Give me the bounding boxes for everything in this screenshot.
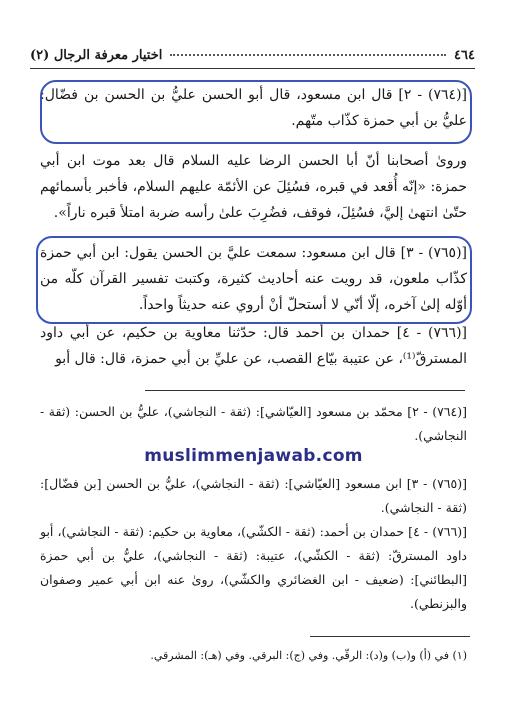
rijal-text: [(٧٦٤) - ٢] محمّد بن مسعود [العيّاشي]: (ثقة - النجاشي)، عليُّ بن الحسن: (ثقة - النجاشي). (40, 404, 467, 443)
narration-text: [(٧٦٤) - ٢] قال ابن مسعود، قال أبو الحسن عليُّ بن الحسن بن فضّال: عليُّ بن أبي حمزة كذّاب متّهم. (40, 87, 467, 129)
header-rule (30, 68, 475, 69)
watermark: muslimmenjawab.com (144, 446, 363, 466)
narration-text: [(٧٦٦) - ٤] حمدان بن أحمد قال: حدّثنا معاوية بن حكيم، عن أبي داود المسترقّ⁽¹⁾، عن عتيبة بيّاع القصب، عن عليِّ بن أبي حمزة، قال: قال أبو (40, 325, 467, 367)
rijal-note-766 (40, 520, 467, 620)
rijal-note-764 (40, 400, 467, 452)
header-dotted-leader (170, 54, 446, 56)
narration-766 (40, 320, 467, 372)
narration-death-account (40, 148, 467, 226)
section-divider (145, 390, 465, 391)
footnote-divider (310, 636, 470, 637)
footnote: (١) في (أ) و(ب) و(د): الرقّي. وفي (ج): البرقي. وفي (هـ): المشرقي. (150, 649, 467, 662)
narration-text: [(٧٦٥) - ٣] قال ابن مسعود: سمعت عليَّ بن الحسن يقول: ابن أبي حمزة كذّاب ملعون، قد رويت عنه أحاديث كثيرة، وكتبت تفسير القرآن كلّه من أوّله إلىٰ آخره، إلّا أنّي لا أستحلّ أنْ أروي عنه حديثاً واحداً. (40, 245, 467, 313)
running-header (30, 44, 475, 66)
rijal-text: [(٧٦٥) - ٣] ابن مسعود [العيّاشي]: (ثقة - النجاشي)، عليُّ بن الحسن [بن فضّال]: (ثقة - النجاشي). (40, 476, 467, 515)
narration-764 (40, 82, 467, 134)
page-number: ٤٦٤ (454, 47, 475, 63)
rijal-note-765 (40, 472, 467, 524)
narration-765 (40, 240, 467, 318)
book-title: اختيار معرفة الرجال (٢) (30, 47, 163, 63)
narration-text: وروىٰ أصحابنا أنّ أبا الحسن الرضا عليه السلام قال بعد موت ابن أبي حمزة: «إنّه أُقعد في قبره، فسُئِلَ عن الأئمّة عليهم السلام، فأخبر بأسمائهم حتّىٰ انتهىٰ إليَّ، فسُئِلَ، فوقف، فضُرِبَ علىٰ رأسه ضربة امتلأ قبره ناراً». (40, 153, 467, 221)
rijal-text: [(٧٦٦) - ٤] حمدان بن أحمد: (ثقة - الكشّي)، معاوية بن حكيم: (ثقة - النجاشي)، أبو داود المسترقّ: (ثقة - الكشّي)، عتيبة: (ثقة - النجاشي)، عليُّ بن أبي حمزة [البطائني]: (ضعيف - ابن الغضائري والكشّي)، روىٰ عنه ابن أبي عمير وصفوان والبزنطي). (40, 524, 467, 611)
